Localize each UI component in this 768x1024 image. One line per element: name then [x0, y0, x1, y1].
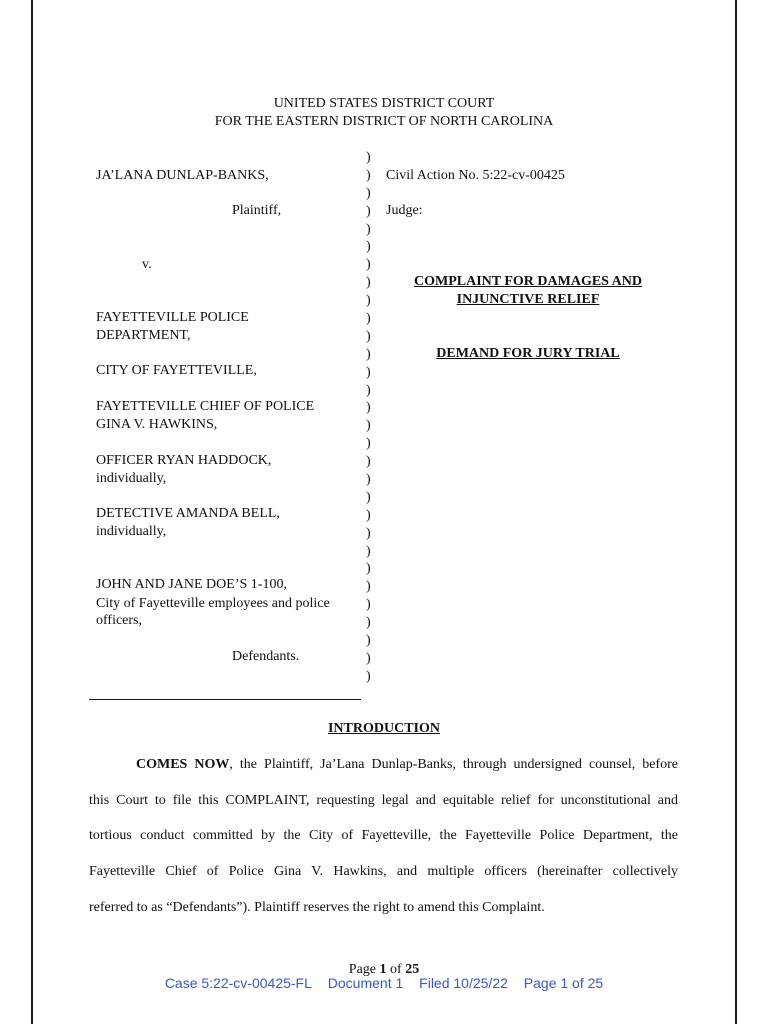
judge-label: Judge:	[386, 203, 423, 218]
paren: )	[366, 167, 371, 183]
paren: )	[366, 346, 371, 362]
paren: )	[366, 203, 371, 219]
defendant-city: CITY OF FAYETTEVILLE,	[96, 363, 257, 378]
paren: )	[366, 185, 371, 201]
defendant-chief-line2: GINA V. HAWKINS,	[96, 417, 218, 432]
versus-label: v.	[142, 257, 152, 272]
paren: )	[366, 489, 371, 505]
paren: )	[366, 472, 371, 488]
paren: )	[366, 418, 371, 434]
paren: )	[366, 311, 371, 327]
defendants-role: Defendants.	[232, 649, 300, 664]
paren: )	[366, 275, 371, 291]
defendant-officer-line1: OFFICER RYAN HADDOCK,	[96, 453, 272, 468]
page-current: 1	[379, 962, 387, 977]
paren: )	[366, 150, 371, 165]
paren: )	[366, 239, 371, 255]
paren: )	[366, 221, 371, 237]
court-district: FOR THE EASTERN DISTRICT OF NORTH CAROLINA	[214, 114, 554, 129]
plaintiff-role: Plaintiff,	[232, 203, 282, 218]
comes-now: COMES NOW	[136, 757, 230, 772]
complaint-title-line2: INJUNCTIVE RELIEF	[456, 292, 600, 307]
paren: )	[366, 328, 371, 344]
stamp-document: Document 1	[327, 975, 404, 991]
intro-line-3: tortious conduct committed by the City of Fayetteville, the Fayetteville Police Department, the	[89, 828, 678, 843]
defendant-does-line1: JOHN AND JANE DOE’S 1-100,	[96, 577, 287, 592]
introduction-heading: INTRODUCTION	[327, 721, 440, 736]
page-total: 25	[405, 962, 420, 977]
paren: )	[366, 400, 371, 416]
page-left-edge	[31, 0, 33, 1024]
paren: )	[366, 382, 371, 398]
civil-action-number: Civil Action No. 5:22-cv-00425	[386, 168, 565, 183]
stamp-case: Case 5:22-cv-00425-FL	[164, 975, 312, 991]
paren: )	[366, 650, 371, 666]
complaint-title-line1: COMPLAINT FOR DAMAGES AND	[413, 274, 643, 289]
caption-parenthesis-column	[366, 149, 378, 686]
intro-line-1	[89, 756, 678, 773]
defendant-police-dept-line1: FAYETTEVILLE POLICE	[96, 310, 249, 325]
paren: )	[366, 364, 371, 380]
paren: )	[366, 615, 371, 631]
paren: )	[366, 525, 371, 541]
page-right-edge	[735, 0, 737, 1024]
paren: )	[366, 454, 371, 470]
intro-line-2: this Court to file this COMPLAINT, requesting legal and equitable relief for unconstitutional and	[89, 793, 678, 808]
jury-demand: DEMAND FOR JURY TRIAL	[436, 346, 620, 361]
defendant-detective-line2: individually,	[96, 524, 167, 539]
paren: )	[366, 257, 371, 273]
intro-line-5: referred to as “Defendants”). Plaintiff reserves the right to amend this Complaint.	[89, 900, 545, 915]
defendant-chief-line1: FAYETTEVILLE CHIEF OF POLICE	[96, 399, 315, 414]
paren: )	[366, 293, 371, 309]
paren: )	[366, 561, 371, 577]
court-name: UNITED STATES DISTRICT COURT	[273, 96, 495, 111]
paren: )	[366, 543, 371, 559]
filing-stamp	[0, 975, 768, 991]
caption-divider	[89, 699, 361, 700]
paren: )	[366, 507, 371, 523]
defendant-detective-line1: DETECTIVE AMANDA BELL,	[96, 506, 280, 521]
defendant-officer-line2: individually,	[96, 471, 167, 486]
page-label: Page	[348, 962, 377, 977]
paren: )	[366, 597, 371, 613]
defendant-does-line2: City of Fayetteville employees and police	[96, 596, 330, 611]
paren: )	[366, 668, 371, 684]
paren: )	[366, 579, 371, 595]
stamp-page: Page 1 of 25	[523, 975, 604, 991]
stamp-filed: Filed 10/25/22	[419, 975, 508, 991]
intro-line-1-text: , the Plaintiff, Ja’Lana Dunlap-Banks, through undersigned counsel, before	[229, 757, 678, 772]
paren: )	[366, 633, 371, 649]
plaintiff-name: JA’LANA DUNLAP-BANKS,	[96, 168, 269, 183]
intro-line-4: Fayetteville Chief of Police Gina V. Hawkins, and multiple officers (hereinafter collectively	[89, 864, 678, 879]
defendant-police-dept-line2: DEPARTMENT,	[96, 328, 191, 343]
page-of-label: of	[390, 962, 402, 977]
defendant-does-line3: officers,	[96, 613, 142, 628]
paren: )	[366, 436, 371, 452]
